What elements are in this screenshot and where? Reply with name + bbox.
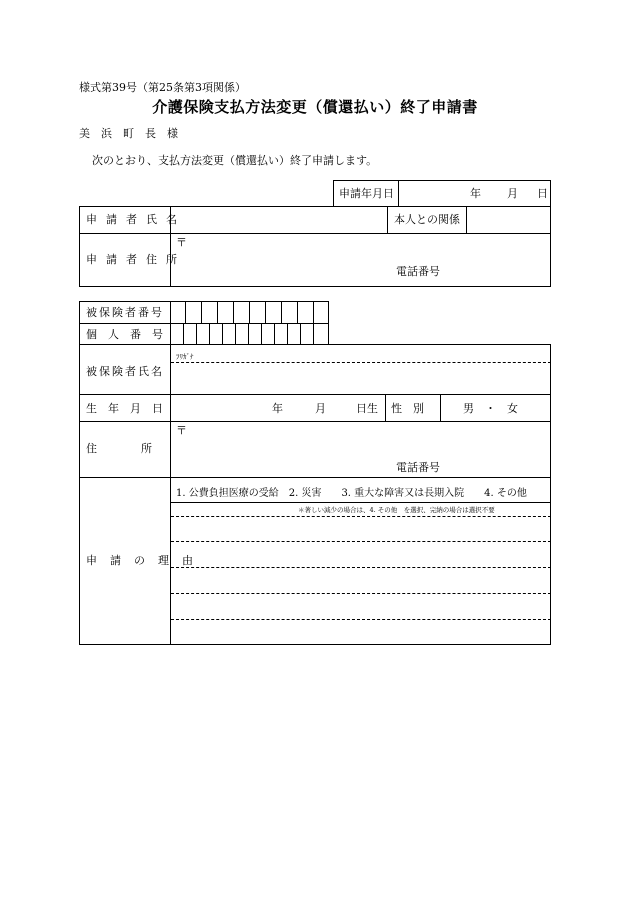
applicant-phone-label: 電話番号: [396, 265, 440, 278]
birth-month[interactable]: 月: [315, 402, 326, 415]
intro-text: 次のとおり、支払方法変更（償還払い）終了申請します。: [92, 154, 378, 167]
application-date-day[interactable]: 日: [537, 187, 548, 200]
applicant-name-field[interactable]: [172, 208, 385, 231]
dashed-line: [171, 362, 551, 363]
insured-postal-mark: 〒: [176, 424, 187, 437]
reason-note: ＊著しい減少の場合は、4. その他 を選択、完納の場合は選択不要: [298, 506, 495, 514]
reason-label: 申 請 の 理 由: [86, 554, 194, 567]
divider: [398, 180, 399, 207]
applicant-address-label: 申請者住所: [86, 253, 186, 266]
divider: [440, 394, 441, 421]
personal-number-input[interactable]: [172, 325, 327, 344]
relation-label: 本人との関係: [394, 213, 460, 226]
divider: [466, 206, 467, 233]
divider: [79, 421, 551, 422]
birth-day[interactable]: 日生: [356, 402, 378, 415]
divider: [79, 477, 551, 478]
relation-field[interactable]: [468, 208, 549, 231]
insured-address-field[interactable]: [172, 423, 549, 475]
personal-number-label: 個 人 番 号: [86, 328, 163, 341]
divider: [79, 394, 551, 395]
form-number: 様式第39号（第25条第3項関係）: [79, 81, 246, 94]
birthdate-label: 生 年 月 日: [86, 402, 163, 415]
divider: [387, 206, 388, 233]
birth-year[interactable]: 年: [272, 402, 283, 415]
divider: [170, 344, 171, 645]
insured-number-input[interactable]: [172, 303, 327, 322]
application-date-year[interactable]: 年: [470, 187, 481, 200]
divider: [170, 301, 171, 345]
reason-detail-field[interactable]: [172, 518, 549, 643]
furigana-label: ﾌﾘｶﾞﾅ: [176, 353, 194, 361]
application-date-label: 申請年月日: [339, 187, 394, 200]
insured-number-label: 被保険者番号: [86, 306, 164, 319]
gender-options[interactable]: 男 ・ 女: [463, 402, 518, 415]
dashed-line: [171, 516, 551, 517]
insured-phone-label: 電話番号: [396, 461, 440, 474]
applicant-name-label: 申請者氏名: [86, 213, 186, 226]
insured-name-field[interactable]: [172, 364, 549, 393]
gender-label: 性 別: [391, 402, 424, 415]
addressee: 美 浜 町 長 様: [79, 127, 178, 140]
insured-name-label: 被保険者氏名: [86, 365, 164, 378]
divider: [79, 233, 551, 234]
divider: [79, 323, 329, 324]
application-date-month[interactable]: 月: [507, 187, 518, 200]
page-title: 介護保険支払方法変更（償還払い）終了申請書: [152, 98, 478, 116]
divider: [170, 502, 551, 503]
insured-address-label: 住 所: [86, 442, 152, 455]
applicant-postal-mark: 〒: [176, 236, 187, 249]
reason-options[interactable]: 1. 公費負担医療の受給 2. 災害 3. 重大な障害又は長期入院 4. その他: [176, 488, 527, 499]
applicant-address-field[interactable]: [172, 235, 549, 285]
divider: [385, 394, 386, 421]
